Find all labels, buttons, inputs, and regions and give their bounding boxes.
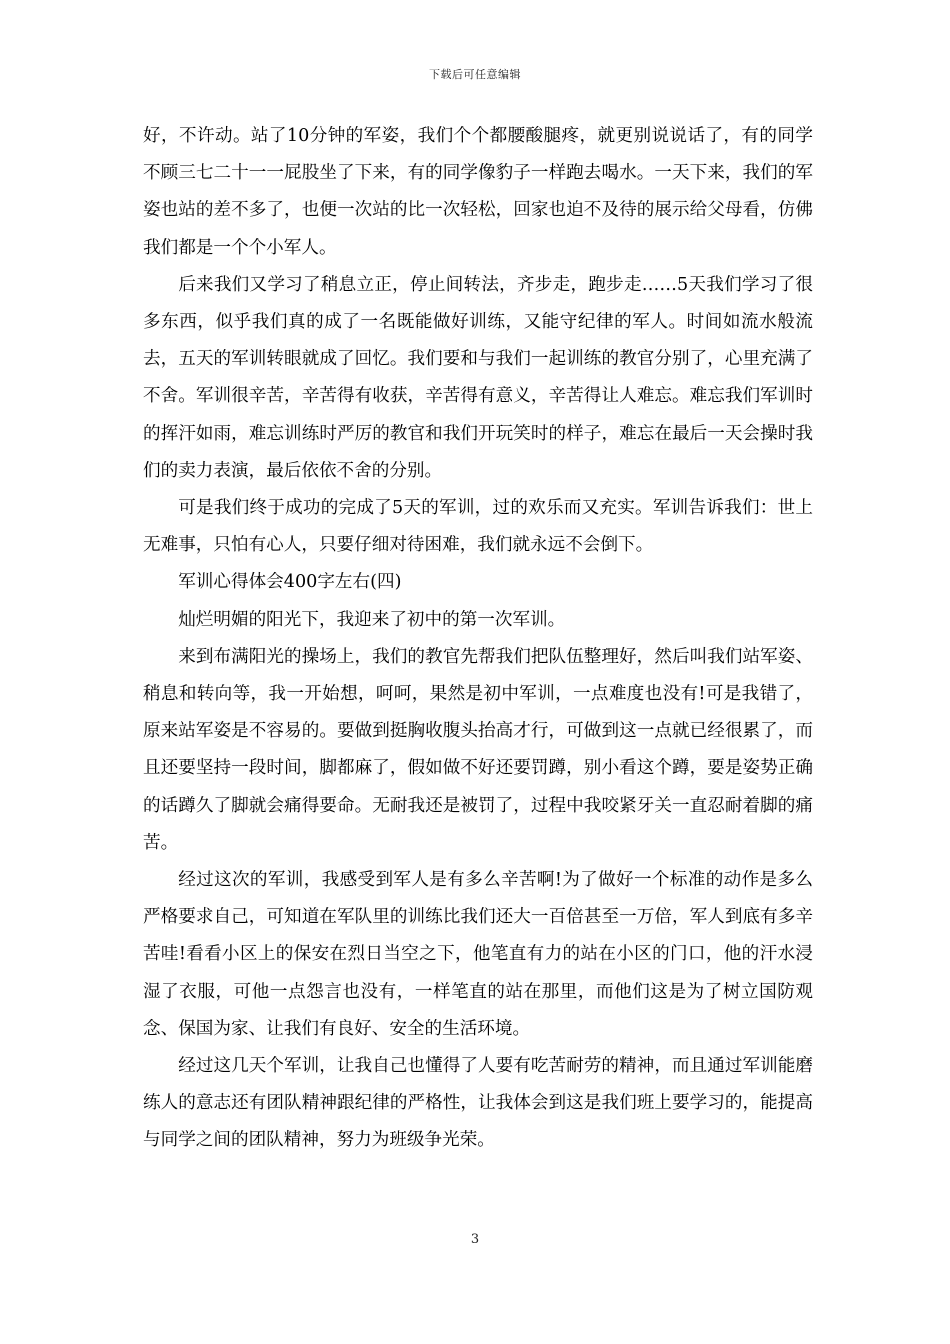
page-number: 3 — [470, 1232, 480, 1247]
page-header: 下载后可任意编辑 — [429, 68, 521, 81]
paragraph: 后来我们又学习了稍息立正，停止间转法，齐步走，跑步走……5天我们学习了很多东西，似乎我们真的成了一名既能做好训练，又能守纪律的军人。时间如流水般流去，五天的军训转眼就成了回忆。我们要和与我们一起训练的教官分别了，心里充满了不舍。军训很辛苦，辛苦得有收获，辛苦得有意义，辛苦得让人难忘。难忘我们军训时的挥汗如雨，难忘训练时严厉的教官和我们开玩笑时的样子，难忘在最后一天会操时我们的卖力表演，最后依依不舍的分别。 — [143, 274, 813, 481]
paragraph: 灿烂明媚的阳光下，我迎来了初中的第一次军训。 — [178, 609, 566, 630]
section-heading: 军训心得体会400字左右(四) — [178, 572, 402, 593]
paragraph: 好，不许动。站了10分钟的军姿，我们个个都腰酸腿疼，就更别说说话了，有的同学不顾三七二十一一屁股坐了下来，有的同学像豹子一样跑去喝水。一天下来，我们的军姿也站的差不多了，也便一次站的比一次轻松，回家也迫不及待的展示给父母看，仿佛我们都是一个个小军人。 — [143, 126, 813, 258]
paragraph: 经过这次的军训，我感受到军人是有多么辛苦啊!为了做好一个标准的动作是多么严格要求自己，可知道在军队里的训练比我们还大一百倍甚至一万倍，军人到底有多辛苦哇!看看小区上的保安在烈日当空之下，他笔直有力的站在小区的门口，他的汗水浸湿了衣服，可他一点怨言也没有，一样笔直的站在那里，而他们这是为了树立国防观念、保国为家、让我们有良好、安全的生活环境。 — [143, 870, 813, 1039]
paragraph: 来到布满阳光的操场上，我们的教官先帮我们把队伍整理好，然后叫我们站军姿、稍息和转向等，我一开始想，呵呵，果然是初中军训，一点难度也没有!可是我错了，原来站军姿是不容易的。要做到挺胸收腹头抬高才行，可做到这一点就已经很累了，而且还要坚持一段时间，脚都麻了，假如做不好还要罚蹲，别小看这个蹲，要是姿势正确的话蹲久了脚就会痛得要命。无耐我还是被罚了，过程中我咬紧牙关一直忍耐着脚的痛苦。 — [143, 646, 813, 853]
paragraph: 可是我们终于成功的完成了5天的军训，过的欢乐而又充实。军训告诉我们：世上无难事，只怕有心人，只要仔细对待困难，我们就永远不会倒下。 — [143, 498, 813, 556]
paragraph: 经过这几天个军训，让我自己也懂得了人要有吃苦耐劳的精神，而且通过军训能磨练人的意志还有团队精神跟纪律的严格性，让我体会到这是我们班上要学习的，能提高与同学之间的团队精神，努力为班级争光荣。 — [143, 1056, 813, 1151]
document-body — [143, 118, 813, 1160]
